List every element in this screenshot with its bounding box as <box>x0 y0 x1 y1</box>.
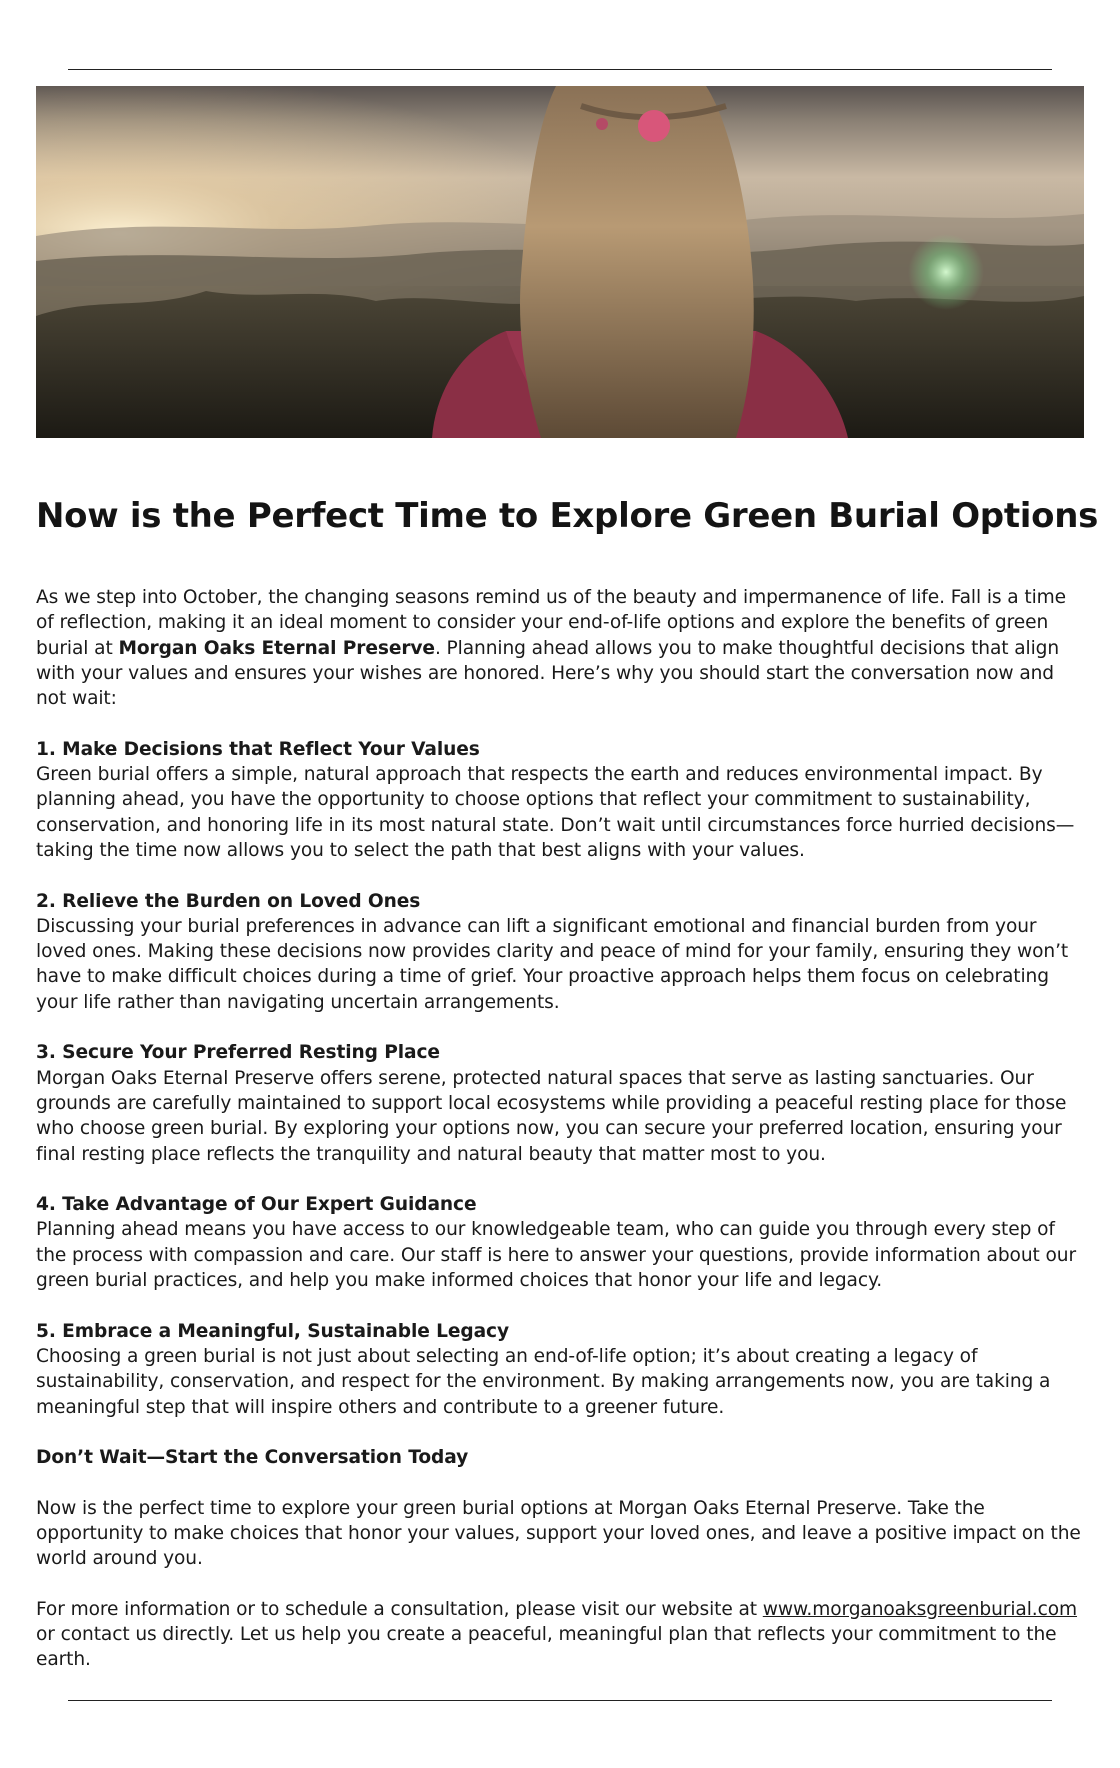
section-heading: 4. Take Advantage of Our Expert Guidance <box>36 1194 477 1216</box>
org-name: Morgan Oaks Eternal Preserve <box>118 637 435 659</box>
section-heading: 2. Relieve the Burden on Loved Ones <box>36 890 421 912</box>
cta-paragraph: Now is the perfect time to explore your green burial options at Morgan Oaks Eternal Preserve. Take the opportunity to make choices that honor your values, support your loved ones, and leave a positive impact on the world around you. <box>36 1497 1081 1570</box>
intro-paragraph <box>36 585 1088 711</box>
section-body: Green burial offers a simple, natural approach that respects the earth and reduces environmental impact. By planning ahead, you have the opportunity to choose options that reflect your commitment to sustainability, conservation, and honoring life in its most natural state. Don’t wait until circumstances force hurried decisions—taking the time now allows you to select the path that best aligns with your values. <box>36 764 1075 861</box>
page-title: Now is the Perfect Time to Explore Green Burial Options <box>36 496 1099 536</box>
contact-text: For more information or to schedule a consultation, please visit our website at <box>36 1598 763 1620</box>
woman-overlooking-forest-sunset-photo <box>36 86 1084 438</box>
section-body: Morgan Oaks Eternal Preserve offers serene, protected natural spaces that serve as lasting sanctuaries. Our grounds are carefully maintained to support local ecosystems while providing a peaceful resting place for those who choose green burial. By exploring your options now, you can secure your preferred location, ensuring your final resting place reflects the tranquility and natural beauty that matter most to you. <box>36 1067 1067 1165</box>
intro-text-continued: . Planning ahead allows you to make thoughtful decisions that align with your values and ensures your wishes are honored. Here’s why you should start the conversation now and not wait: <box>36 637 1060 710</box>
contact-paragraph <box>36 1597 1088 1673</box>
hero-image <box>36 86 1084 438</box>
top-divider <box>68 69 1052 70</box>
section-heading: 5. Embrace a Meaningful, Sustainable Legacy <box>36 1320 509 1342</box>
section-heading: 3. Secure Your Preferred Resting Place <box>36 1042 440 1064</box>
article-body <box>36 585 1088 1698</box>
section-body: Planning ahead means you have access to our knowledgeable team, who can guide you through every step of the process with compassion and care. Our staff is here to answer your questions, provide information about our green burial practices, and help you make informed choices that honor your life and legacy. <box>36 1219 1077 1292</box>
section-1 <box>36 737 1088 863</box>
section-2 <box>36 889 1088 1015</box>
section-heading: 1. Make Decisions that Reflect Your Values <box>36 738 480 760</box>
cta-heading-paragraph <box>36 1445 1088 1470</box>
section-5 <box>36 1319 1088 1420</box>
section-body: Discussing your burial preferences in advance can lift a significant emotional and financial burden from your loved ones. Making these decisions now provides clarity and peace of mind for your family, ensuring they won’t have to make difficult choices during a time of grief. Your proactive approach helps them focus on celebrating your life rather than navigating uncertain arrangements. <box>36 915 1069 1013</box>
bottom-divider <box>68 1700 1052 1701</box>
intro-text: As we step into October, the changing seasons remind us of the beauty and impermanence of life. Fall is a time of reflection, making it an ideal moment to consider your end-of-life options and explore the benefits of green burial at <box>36 587 1067 659</box>
section-3 <box>36 1040 1088 1166</box>
contact-text-continued: or contact us directly. Let us help you create a peaceful, meaningful plan that reflects your commitment to the earth. <box>36 1624 1057 1671</box>
cta-heading: Don’t Wait—Start the Conversation Today <box>36 1447 469 1469</box>
section-4 <box>36 1192 1088 1293</box>
website-link[interactable]: www.morganoaksgreenburial.com <box>762 1598 1078 1620</box>
section-body: Choosing a green burial is not just about selecting an end-of-life option; it’s about creating a legacy of sustainability, conservation, and respect for the environment. By making arrangements now, you are taking a meaningful step that will inspire others and contribute to a greener future. <box>36 1345 1051 1418</box>
